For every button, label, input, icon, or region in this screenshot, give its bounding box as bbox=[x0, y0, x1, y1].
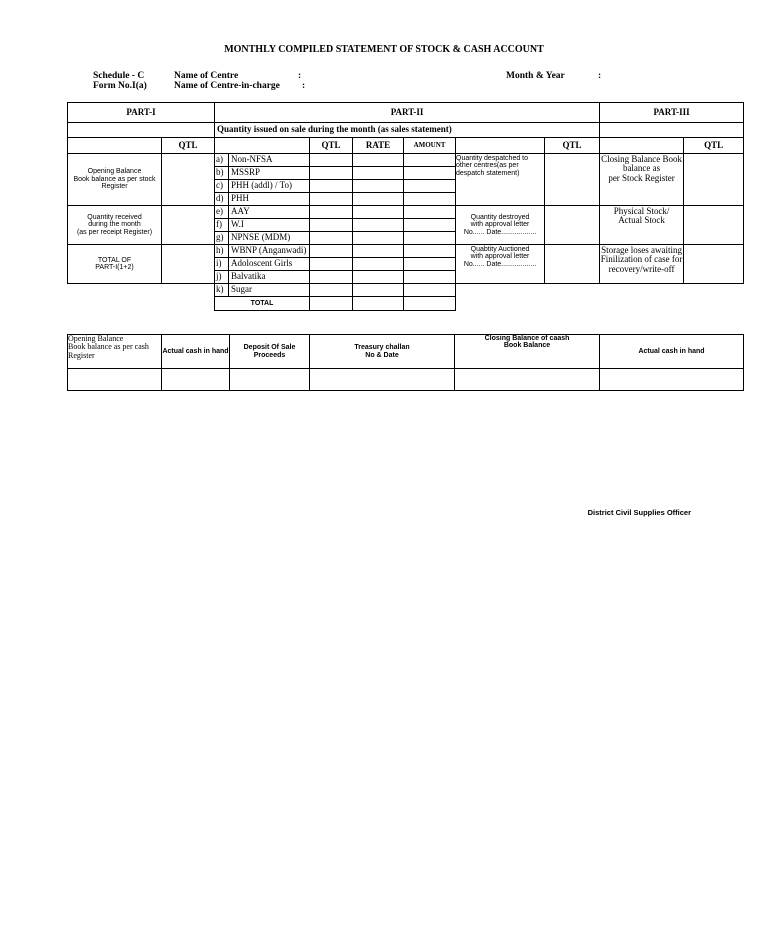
part2-qtl-header: QTL bbox=[310, 138, 353, 154]
blank bbox=[684, 297, 744, 311]
cash-opening-line3: Register bbox=[68, 350, 95, 360]
item-rate[interactable] bbox=[353, 154, 404, 167]
item-key: f) bbox=[216, 219, 223, 230]
item-amount[interactable] bbox=[404, 284, 456, 297]
item-name: Balvatika bbox=[228, 271, 309, 283]
cash-closing-line1: Closing Balance of caash bbox=[484, 335, 570, 342]
item-key: h) bbox=[216, 245, 224, 256]
stock-table bbox=[67, 102, 744, 311]
destroyed-line3: No...... Date.................. bbox=[463, 228, 537, 236]
item-amount[interactable] bbox=[404, 167, 456, 180]
centre-name-colon: : bbox=[298, 71, 302, 81]
item-qtl[interactable] bbox=[310, 232, 353, 245]
deposit-value[interactable] bbox=[230, 369, 310, 391]
item-rate[interactable] bbox=[353, 258, 404, 271]
item-row-e bbox=[215, 206, 310, 219]
closing-line3: per Stock Register bbox=[608, 172, 675, 183]
item-name: PHH bbox=[228, 193, 309, 205]
form-no-label: Form No.I(a) bbox=[93, 81, 147, 91]
blank bbox=[545, 284, 600, 297]
physical-line1: Physical Stock/ bbox=[613, 206, 670, 216]
blank bbox=[456, 284, 545, 297]
item-rate[interactable] bbox=[353, 193, 404, 206]
item-rate[interactable] bbox=[353, 206, 404, 219]
storage-loss-qtl[interactable] bbox=[684, 245, 744, 284]
item-amount[interactable] bbox=[404, 271, 456, 284]
total-part1-line2: PART-I(1+2) bbox=[95, 264, 134, 271]
item-key: b) bbox=[216, 167, 224, 178]
actual-cash-header: Actual cash in hand bbox=[162, 335, 230, 369]
item-amount[interactable] bbox=[404, 193, 456, 206]
item-qtl[interactable] bbox=[310, 206, 353, 219]
item-row-c bbox=[215, 180, 310, 193]
deposit-header bbox=[230, 335, 310, 369]
cash-opening-line1: Opening Balance bbox=[68, 334, 124, 343]
closing-balance-cell bbox=[600, 154, 684, 206]
opening-balance-cell bbox=[68, 154, 162, 206]
destroyed-line1: Quantity destroyed bbox=[470, 213, 530, 221]
total-rate[interactable] bbox=[353, 297, 404, 311]
schedule-label: Schedule - C bbox=[93, 71, 145, 81]
item-qtl[interactable] bbox=[310, 284, 353, 297]
item-key: g) bbox=[216, 232, 224, 243]
despatched-line3: despatch statement) bbox=[456, 169, 520, 177]
opening-balance-qtl[interactable] bbox=[162, 154, 215, 206]
item-qtl[interactable] bbox=[310, 258, 353, 271]
part3-qtl-header: QTL bbox=[684, 138, 744, 154]
actual-cash-value[interactable] bbox=[162, 369, 230, 391]
item-rate[interactable] bbox=[353, 219, 404, 232]
cash-closing-value[interactable] bbox=[455, 369, 600, 391]
actual-cash-value-2[interactable] bbox=[600, 369, 744, 391]
blank bbox=[162, 297, 215, 311]
part2-subheader: Quantity issued on sale during the month (as sales statement) bbox=[215, 123, 600, 138]
item-row-h bbox=[215, 245, 310, 258]
items-col-header bbox=[215, 138, 310, 154]
part1-header: PART-I bbox=[68, 103, 215, 123]
item-key: d) bbox=[216, 193, 224, 204]
destroyed-cell bbox=[456, 206, 545, 245]
item-row-f bbox=[215, 219, 310, 232]
destroyed-line2: with approval letter bbox=[470, 221, 530, 229]
total-part1-line1: TOTAL OF bbox=[97, 256, 132, 264]
item-key: e) bbox=[216, 206, 224, 217]
qty-received-qtl[interactable] bbox=[162, 206, 215, 245]
part3-label-col bbox=[600, 138, 684, 154]
part2-header: PART-II bbox=[215, 103, 600, 123]
auctioned-cell bbox=[456, 245, 545, 284]
cash-opening-value[interactable] bbox=[68, 369, 162, 391]
auctioned-line2: with approval letter bbox=[470, 253, 530, 261]
despatched-cell bbox=[456, 154, 545, 206]
item-qtl[interactable] bbox=[310, 271, 353, 284]
amount-header: AMOUNT bbox=[404, 138, 456, 154]
treasury-header bbox=[310, 335, 455, 369]
total-amount[interactable] bbox=[404, 297, 456, 311]
item-row-d bbox=[215, 193, 310, 206]
item-qtl[interactable] bbox=[310, 219, 353, 232]
item-key: j) bbox=[216, 271, 222, 282]
item-amount[interactable] bbox=[404, 258, 456, 271]
cash-closing-header bbox=[455, 335, 600, 369]
item-rate[interactable] bbox=[353, 284, 404, 297]
item-amount[interactable] bbox=[404, 219, 456, 232]
item-qtl[interactable] bbox=[310, 245, 353, 258]
qty-received-line2: during the month bbox=[88, 221, 141, 229]
item-key: a) bbox=[216, 154, 224, 165]
item-rate[interactable] bbox=[353, 271, 404, 284]
item-row-i bbox=[215, 258, 310, 271]
qty-received-line1: Quantity received bbox=[87, 213, 142, 221]
blank bbox=[162, 284, 215, 297]
item-amount[interactable] bbox=[404, 232, 456, 245]
qty-received-line3: (as per receipt Register) bbox=[76, 228, 153, 236]
deposit-line2: Proceeds bbox=[253, 351, 286, 359]
centre-incharge-colon: : bbox=[302, 81, 306, 91]
closing-line2: balance as bbox=[622, 163, 661, 174]
item-name: Non-NFSA bbox=[228, 154, 309, 166]
part1-qtl-header: QTL bbox=[162, 138, 215, 154]
qty-received-cell bbox=[68, 206, 162, 245]
item-key: i) bbox=[216, 258, 222, 269]
total-qtl[interactable] bbox=[310, 297, 353, 311]
item-amount[interactable] bbox=[404, 206, 456, 219]
cash-table bbox=[67, 334, 744, 391]
item-name: PHH (addl) / To) bbox=[228, 180, 309, 192]
item-amount[interactable] bbox=[404, 180, 456, 193]
item-row-g bbox=[215, 232, 310, 245]
item-row-a bbox=[215, 154, 310, 167]
item-rate[interactable] bbox=[353, 245, 404, 258]
cash-opening-header bbox=[68, 335, 162, 369]
item-qtl[interactable] bbox=[310, 154, 353, 167]
blank bbox=[456, 297, 545, 311]
physical-line2: Actual Stock bbox=[618, 215, 665, 226]
item-name: NPNSE (MDM) bbox=[228, 232, 309, 244]
closing-balance-qtl[interactable] bbox=[684, 154, 744, 206]
auctioned-line1: Quabtity Auctioned bbox=[470, 246, 530, 253]
auctioned-qtl[interactable] bbox=[545, 245, 600, 284]
treasury-line2: No & Date bbox=[365, 351, 399, 359]
deposit-line1: Deposit Of Sale bbox=[243, 344, 296, 352]
item-qtl[interactable] bbox=[310, 193, 353, 206]
item-qtl[interactable] bbox=[310, 180, 353, 193]
blank bbox=[68, 284, 162, 297]
item-row-j bbox=[215, 271, 310, 284]
part1-label-col bbox=[68, 138, 162, 154]
despatched-qtl[interactable] bbox=[545, 154, 600, 206]
item-name: AAY bbox=[228, 206, 309, 218]
item-qtl[interactable] bbox=[310, 167, 353, 180]
item-row-b bbox=[215, 167, 310, 180]
month-year-label: Month & Year bbox=[506, 71, 565, 81]
item-key: k) bbox=[216, 284, 224, 295]
physical-stock-qtl[interactable] bbox=[684, 206, 744, 245]
part3-sub-blank bbox=[600, 123, 744, 138]
despatched-line1: Quantity despatched to bbox=[456, 155, 529, 162]
actual-cash-header-2: Actual cash in hand bbox=[600, 335, 744, 369]
item-amount[interactable] bbox=[404, 154, 456, 167]
part2b-qtl-header: QTL bbox=[545, 138, 600, 154]
despatch-col-header bbox=[456, 138, 545, 154]
item-name: W.I bbox=[228, 219, 309, 231]
item-rate[interactable] bbox=[353, 232, 404, 245]
item-amount[interactable] bbox=[404, 245, 456, 258]
storage-line3: recovery/write-off bbox=[608, 263, 675, 274]
cash-closing-line2: Book Balance bbox=[503, 342, 551, 350]
closing-line1: Closing Balance Book bbox=[601, 154, 683, 164]
treasury-line1: Treasury challan bbox=[354, 344, 410, 352]
item-rate[interactable] bbox=[353, 167, 404, 180]
total-row-label: TOTAL bbox=[215, 297, 310, 311]
item-name: WBNP (Anganwadi) bbox=[228, 245, 309, 257]
total-part1-qtl[interactable] bbox=[162, 245, 215, 284]
opening-balance-line2: Book balance as per stock bbox=[73, 175, 156, 183]
item-rate[interactable] bbox=[353, 180, 404, 193]
treasury-value[interactable] bbox=[310, 369, 455, 391]
month-year-colon: : bbox=[598, 71, 602, 81]
destroyed-qtl[interactable] bbox=[545, 206, 600, 245]
opening-balance-line3: Register bbox=[101, 183, 128, 191]
physical-stock-cell bbox=[600, 206, 684, 245]
total-part1-cell bbox=[68, 245, 162, 284]
part1-sub-blank bbox=[68, 123, 215, 138]
part3-header: PART-III bbox=[600, 103, 744, 123]
blank bbox=[684, 284, 744, 297]
auctioned-line3: No...... Date.................. bbox=[463, 260, 537, 268]
opening-balance-line1: Opening Balance bbox=[87, 168, 142, 176]
item-key: c) bbox=[216, 180, 224, 191]
blank bbox=[600, 284, 684, 297]
centre-name-label: Name of Centre bbox=[174, 71, 239, 81]
storage-loss-cell bbox=[600, 245, 684, 284]
item-name: Adoloscent Girls bbox=[228, 258, 309, 270]
signature-label: District Civil Supplies Officer bbox=[587, 508, 691, 517]
storage-line1: Storage loses awaiting bbox=[601, 245, 683, 255]
rate-header: RATE bbox=[353, 138, 404, 154]
item-name: MSSRP bbox=[228, 167, 309, 179]
blank bbox=[600, 297, 684, 311]
centre-incharge-label: Name of Centre-in-charge bbox=[174, 81, 280, 91]
cash-opening-line2: Book balance as per cash bbox=[68, 342, 149, 352]
storage-line2: Finilization of case for bbox=[600, 254, 683, 265]
despatched-line2: other centres(as per bbox=[456, 162, 519, 170]
item-name: Sugar bbox=[228, 284, 309, 296]
page-title: MONTHLY COMPILED STATEMENT OF STOCK & CASH ACCOUNT bbox=[224, 44, 544, 55]
blank bbox=[68, 297, 162, 311]
blank bbox=[545, 297, 600, 311]
item-row-k bbox=[215, 284, 310, 297]
